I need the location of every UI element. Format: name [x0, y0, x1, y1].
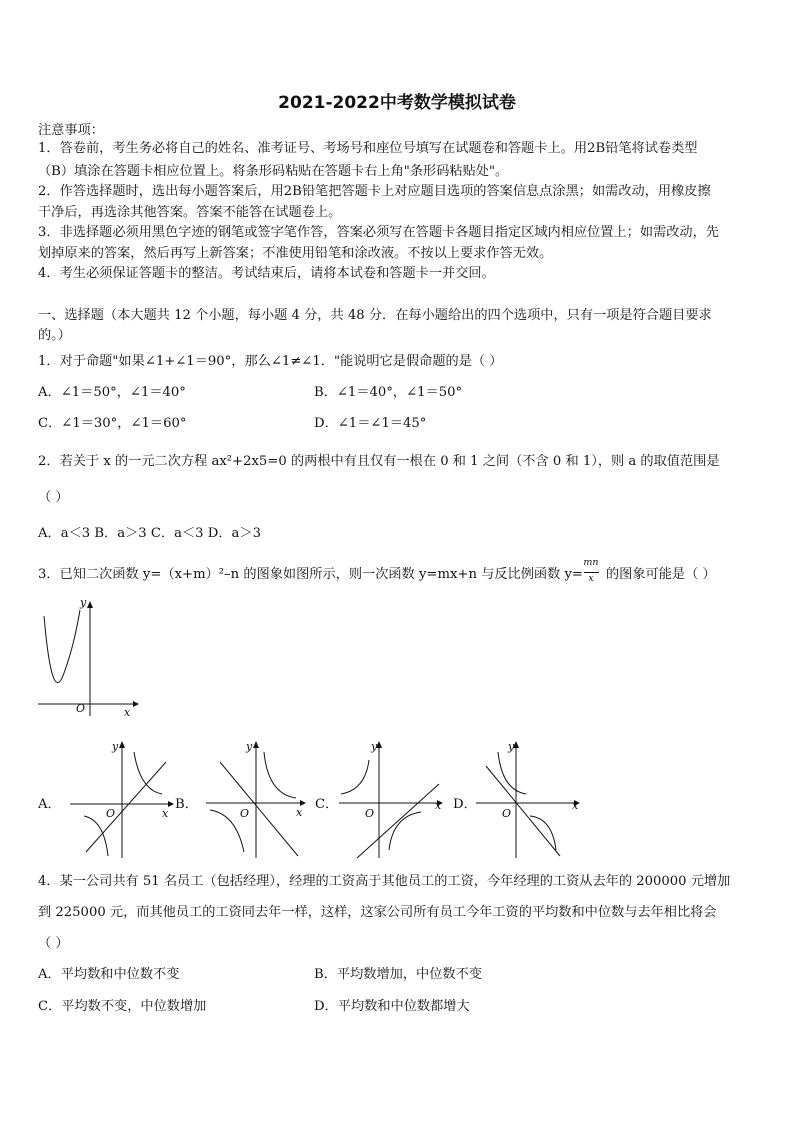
notice-line: 干净后，再选涂其他答案。答案不能答在试题卷上。 — [38, 205, 342, 220]
q3-option-c-label: C． — [315, 797, 339, 812]
axis-x-label: x — [296, 806, 303, 819]
q4-option-b: B．平均数增加，中位数不变 — [314, 967, 482, 982]
axis-y-label: y — [508, 740, 515, 753]
notice-line: 1．答卷前，考生务必将自己的姓名、准考证号、考场号和座位号填写在试题卷和答题卡上。用2B铅笔将试卷类型 — [38, 141, 698, 156]
parabola-graph — [38, 598, 138, 718]
origin-label: O — [502, 807, 512, 820]
page-title: 2021-2022中考数学模拟试卷 — [278, 93, 516, 113]
option-a-graph — [62, 740, 177, 860]
notice-line: 2．作答选择题时，选出每小题答案后，用2B铅笔把答题卡上对应题目选项的答案信息点涂黑；如需改动，用橡皮擦 — [38, 184, 711, 199]
q1-option-c: C．∠1＝30°，∠1＝60° — [38, 416, 187, 431]
q1-option-a: A．∠1＝50°，∠1＝40° — [38, 385, 186, 400]
question-2-stem: 2．若关于 x 的一元二次方程 ax²+2x5=0 的两根中有且仅有一根在 0 和 1 之间（不含 0 和 1），则 a 的取值范围是 — [38, 454, 720, 469]
q3-option-a-label: A． — [38, 797, 61, 812]
origin-label: O — [240, 807, 250, 820]
q4-answer-paren: （ ） — [38, 936, 69, 951]
axis-y-label: y — [246, 740, 253, 753]
axis-x-label: x — [124, 706, 131, 719]
axis-y-label: y — [371, 740, 378, 753]
notice-heading: 注意事项： — [38, 123, 104, 138]
question-4-stem: 到 225000 元，而其他员工的工资同去年一样，这样，这家公司所有员工今年工资的平均数和中位数与去年相比将会 — [38, 905, 717, 920]
axis-y-label: y — [112, 740, 119, 753]
section-heading: 一、选择题（本大题共 12 个小题，每小题 4 分，共 48 分．在每小题给出的四个选项中，只有一项是符合题目要求 — [38, 308, 712, 323]
origin-label: O — [76, 702, 86, 715]
origin-label: O — [106, 807, 116, 820]
axis-x-label: x — [572, 799, 579, 812]
axis-x-label: x — [435, 799, 442, 812]
axis-y-label: y — [80, 596, 87, 609]
q2-answer-paren: （ ） — [38, 490, 69, 505]
notice-line: 3．非选择题必须用黑色字迹的钢笔或签字笔作答，答案必须写在答题卡各题目指定区域内相应位置上；如需改动，先 — [38, 225, 719, 240]
notice-line: （B）填涂在答题卡相应位置上。将条形码粘贴在答题卡右上角"条形码粘贴处"。 — [38, 164, 509, 179]
q2-options: A．a＜3 B．a＞3 C．a＜3 D．a＞3 — [38, 526, 261, 541]
notice-line: 划掉原来的答案，然后再写上新答案；不准使用铅笔和涂改液。不按以上要求作答无效。 — [38, 246, 553, 261]
q4-option-c: C．平均数不变，中位数增加 — [38, 999, 207, 1014]
option-c-graph — [335, 738, 450, 860]
fraction-denominator: x — [588, 573, 594, 584]
option-b-graph — [198, 738, 313, 860]
question-4-stem: 4．某一公司共有 51 名员工（包括经理），经理的工资高于其他员工的工资，今年经理的工资从去年的 200000 元增加 — [38, 874, 731, 889]
question-3-stem: 3．已知二次函数 y=（x+m）²–n 的图象如图所示，则一次函数 y=mx+n 与反比例函数 y= — [38, 567, 583, 582]
notice-line: 4．考生必须保证答题卡的整洁。考试结束后，请将本试卷和答题卡一并交回。 — [38, 266, 495, 281]
q3-option-b-label: B． — [175, 797, 198, 812]
question-1-stem: 1．对于命题"如果∠1+∠1＝90°，那么∠1≠∠1．"能说明它是假命题的是（ ） — [38, 354, 503, 369]
fraction-numerator: mn — [583, 557, 599, 568]
q4-option-d: D．平均数和中位数都增大 — [314, 999, 470, 1014]
question-3-stem-end: 的图象可能是（ ） — [606, 567, 716, 582]
origin-label: O — [365, 807, 375, 820]
q1-option-b: B．∠1＝40°，∠1＝50° — [314, 385, 463, 400]
q1-option-d: D．∠1＝∠1＝45° — [314, 416, 427, 431]
q4-option-a: A．平均数和中位数不变 — [38, 967, 180, 982]
axis-x-label: x — [162, 807, 169, 820]
q3-option-d-label: D． — [453, 797, 477, 812]
section-heading: 的。） — [38, 328, 71, 343]
option-d-graph — [472, 738, 587, 860]
